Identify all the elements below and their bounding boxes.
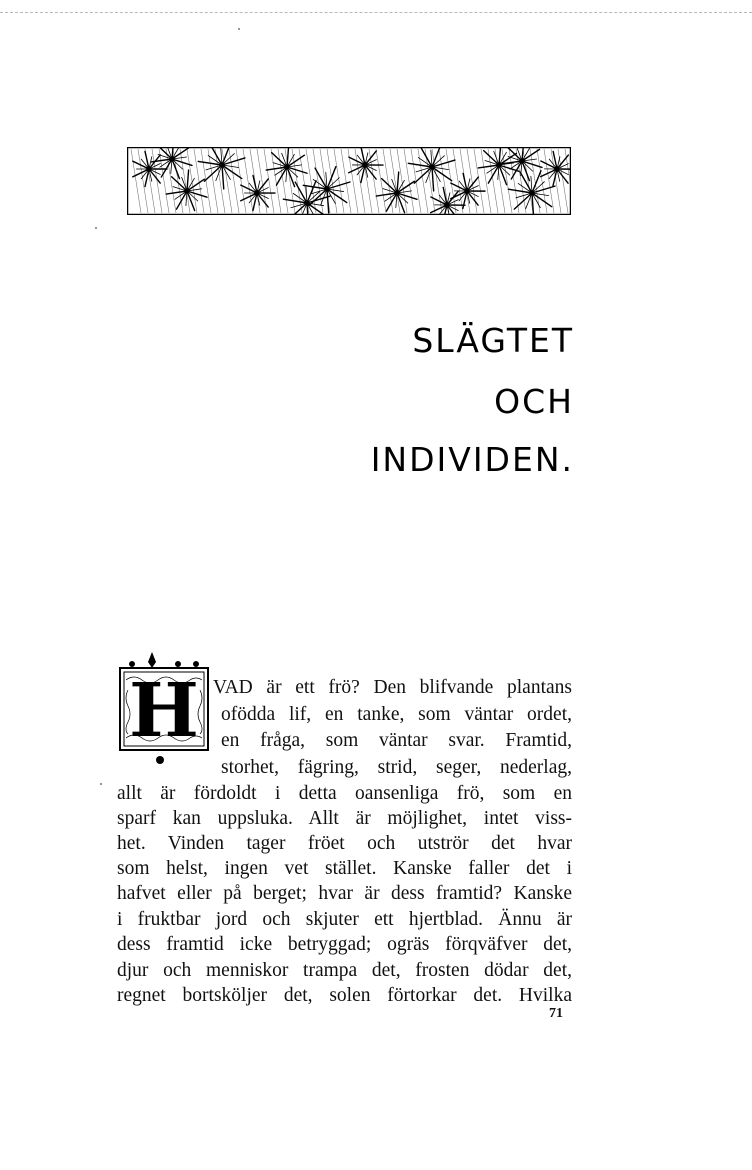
text-line: som helst, ingen vet stället. Kanske faller det i	[117, 858, 572, 879]
drop-cap-letter: H	[129, 668, 199, 754]
text-line: het. Vinden tager fröet och utströr det hvar	[117, 833, 572, 854]
text-line: allt är fördoldt i detta oansenliga frö, som en	[117, 783, 572, 804]
text-line: storhet, fägring, strid, seger, nederlag,	[221, 757, 572, 778]
text-line: hafvet eller på berget; hvar är dess framtid? Kanske	[117, 883, 572, 904]
chapter-title-line-3: INDIVIDEN.	[370, 440, 574, 479]
paper-speck	[95, 227, 97, 229]
paper-speck	[238, 28, 240, 30]
page-top-edge	[0, 12, 752, 13]
page-number: 71	[549, 1006, 563, 1021]
chapter-title-line-1: SLÄGTET	[412, 321, 574, 360]
paper-speck	[100, 783, 102, 785]
illuminated-drop-cap	[116, 650, 214, 768]
chapter-title-line-2: OCH	[494, 382, 574, 421]
text-line: dess framtid icke betryggad; ogräs förqväfver det,	[117, 934, 572, 955]
text-line: djur och menniskor trampa det, frosten dödar det,	[117, 960, 572, 981]
text-line: en fråga, som väntar svar. Framtid,	[221, 730, 572, 751]
text-line: regnet bortsköljer det, solen förtorkar det. Hvilka	[117, 985, 572, 1006]
text-line: i fruktbar jord och skjuter ett hjertblad. Ännu är	[117, 909, 572, 930]
text-line: VAD är ett frö? Den blifvande plantans	[213, 677, 572, 698]
text-line: ofödda lif, en tanke, som väntar ordet,	[221, 704, 572, 725]
decorative-header-band	[127, 147, 571, 215]
text-line: sparf kan uppsluka. Allt är möjlighet, intet viss-	[117, 808, 572, 829]
